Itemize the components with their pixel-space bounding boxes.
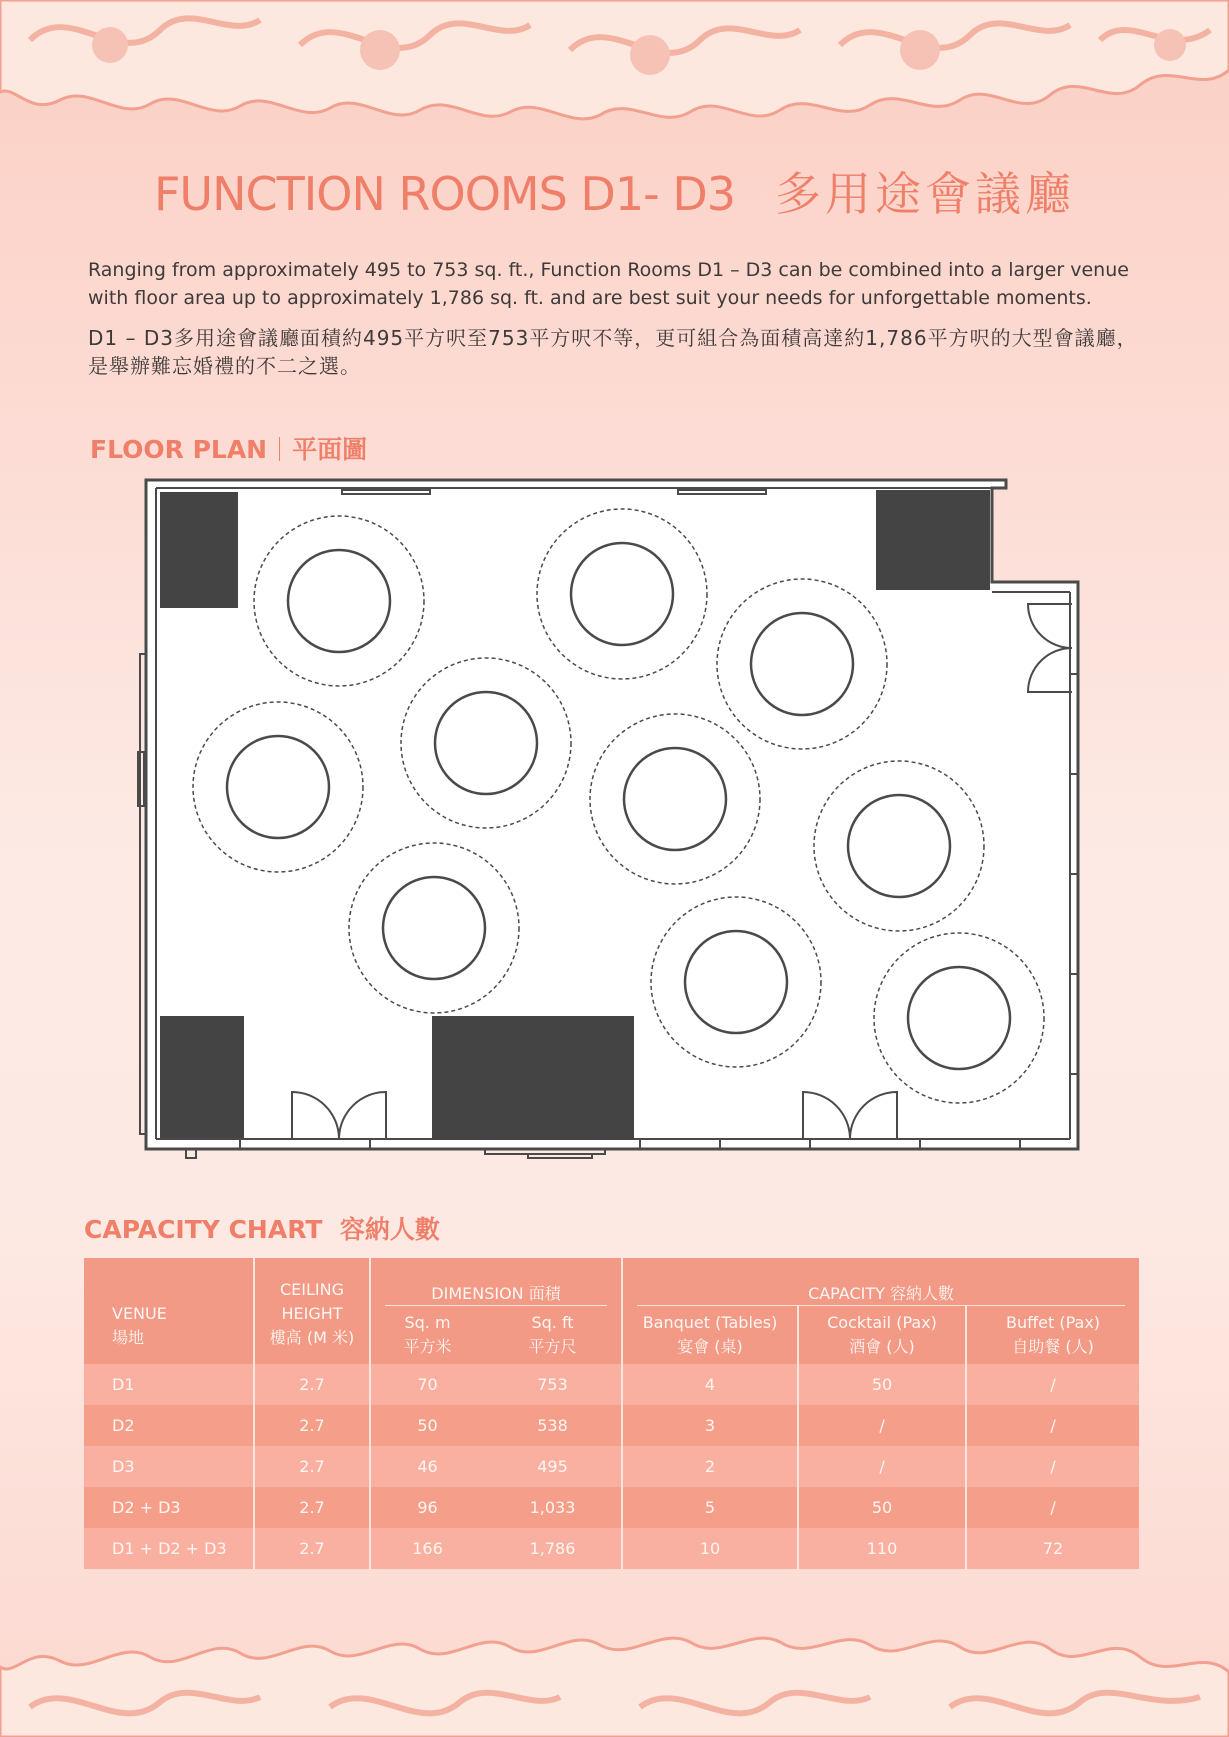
header-cocktail-zh: 酒會 (人) — [849, 1337, 915, 1356]
cell-banquet: 2 — [622, 1446, 798, 1487]
header-dimension: DIMENSION 面積 — [370, 1258, 622, 1306]
cell-cocktail: / — [798, 1405, 966, 1446]
cell-sqm: 50 — [370, 1405, 484, 1446]
table-row — [84, 1528, 1139, 1569]
floor-plan-drawing — [120, 474, 1100, 1164]
cell-height: 2.7 — [254, 1405, 370, 1446]
header-venue-en: VENUE — [112, 1304, 167, 1323]
cell-buffet: / — [966, 1405, 1139, 1446]
header-buffet-zh: 自助餐 (人) — [1012, 1337, 1094, 1356]
table-row — [84, 1487, 1139, 1528]
pillar-top-right — [876, 490, 990, 590]
header-buffet-en: Buffet (Pax) — [1006, 1313, 1101, 1332]
cell-sqft: 538 — [484, 1405, 622, 1446]
cell-venue: D1 + D2 + D3 — [84, 1528, 254, 1569]
header-banquet-zh: 宴會 (桌) — [677, 1337, 743, 1356]
floor-plan-heading-en: FLOOR PLAN — [90, 435, 268, 464]
cell-cocktail: / — [798, 1446, 966, 1487]
cell-height: 2.7 — [254, 1487, 370, 1528]
capacity-chart-heading — [84, 1210, 440, 1246]
cell-buffet: / — [966, 1487, 1139, 1528]
top-floral-ornament — [0, 0, 1229, 130]
cell-sqm: 70 — [370, 1364, 484, 1405]
header-sqft — [484, 1306, 622, 1364]
header-ceiling-en: CEILING — [280, 1280, 344, 1299]
page-title-en: FUNCTION ROOMS D1- D3 — [153, 167, 736, 221]
cell-buffet: 72 — [966, 1528, 1139, 1569]
header-capacity: CAPACITY 容納人數 — [622, 1258, 1139, 1306]
cell-height: 2.7 — [254, 1364, 370, 1405]
capacity-table — [84, 1258, 1139, 1569]
header-banquet-en: Banquet (Tables) — [642, 1313, 778, 1332]
intro-chinese: D1 – D3多用途會議廳面積約495平方呎至753平方呎不等，更可組合為面積高達約1,786平方呎的大型會議廳，是舉辦難忘婚禮的不二之選。 — [88, 326, 1138, 378]
capacity-heading-en: CAPACITY CHART — [84, 1215, 323, 1244]
cell-venue: D2 + D3 — [84, 1487, 254, 1528]
page-title — [0, 158, 1229, 224]
stage-block — [432, 1016, 634, 1140]
cell-sqft: 495 — [484, 1446, 622, 1487]
cell-sqft: 1,033 — [484, 1487, 622, 1528]
floor-plan-heading-zh: 平面圖 — [292, 435, 368, 464]
cell-buffet: / — [966, 1446, 1139, 1487]
cell-cocktail: 110 — [798, 1528, 966, 1569]
intro-english: Ranging from approximately 495 to 753 sq. ft., Function Rooms D1 – D3 can be combined into a larger venue with floor area up to approximately 1,786 sq. ft. and are best suit your needs for unforgettable moments. — [88, 259, 1129, 309]
bottom-floral-ornament — [0, 1627, 1229, 1737]
pillar-bottom-left — [160, 1016, 244, 1138]
cell-cocktail: 50 — [798, 1364, 966, 1405]
table-row — [84, 1405, 1139, 1446]
cell-buffet: / — [966, 1364, 1139, 1405]
cell-banquet: 5 — [622, 1487, 798, 1528]
header-sqft-zh: 平方尺 — [528, 1337, 577, 1356]
cell-sqft: 1,786 — [484, 1528, 622, 1569]
header-ceiling-zh: 樓高 (M 米) — [269, 1328, 355, 1347]
cell-cocktail: 50 — [798, 1487, 966, 1528]
cell-height: 2.7 — [254, 1446, 370, 1487]
header-buffet — [966, 1306, 1139, 1364]
header-ceiling-height — [254, 1258, 370, 1364]
cell-height: 2.7 — [254, 1528, 370, 1569]
heading-separator — [279, 437, 280, 461]
floor-plan-heading — [90, 430, 367, 466]
header-cocktail — [798, 1306, 966, 1364]
header-venue — [84, 1258, 254, 1364]
cell-sqft: 753 — [484, 1364, 622, 1405]
cell-banquet: 10 — [622, 1528, 798, 1569]
header-venue-zh: 場地 — [112, 1328, 145, 1347]
cell-sqm: 96 — [370, 1487, 484, 1528]
cell-sqm: 166 — [370, 1528, 484, 1569]
header-sqft-en: Sq. ft — [531, 1313, 574, 1332]
page-title-zh: 多用途會議廳 — [775, 167, 1076, 221]
cell-venue: D3 — [84, 1446, 254, 1487]
header-cocktail-en: Cocktail (Pax) — [827, 1313, 937, 1332]
cell-banquet: 3 — [622, 1405, 798, 1446]
header-sqm — [370, 1306, 484, 1364]
header-sqm-zh: 平方米 — [403, 1337, 452, 1356]
cell-sqm: 46 — [370, 1446, 484, 1487]
table-row — [84, 1446, 1139, 1487]
header-height-en: HEIGHT — [281, 1304, 343, 1323]
capacity-heading-zh: 容納人數 — [339, 1215, 440, 1244]
cell-venue: D2 — [84, 1405, 254, 1446]
header-sqm-en: Sq. m — [404, 1313, 451, 1332]
header-banquet — [622, 1306, 798, 1364]
table-row — [84, 1364, 1139, 1405]
cell-banquet: 4 — [622, 1364, 798, 1405]
cell-venue: D1 — [84, 1364, 254, 1405]
pillar-top-left — [160, 492, 238, 608]
